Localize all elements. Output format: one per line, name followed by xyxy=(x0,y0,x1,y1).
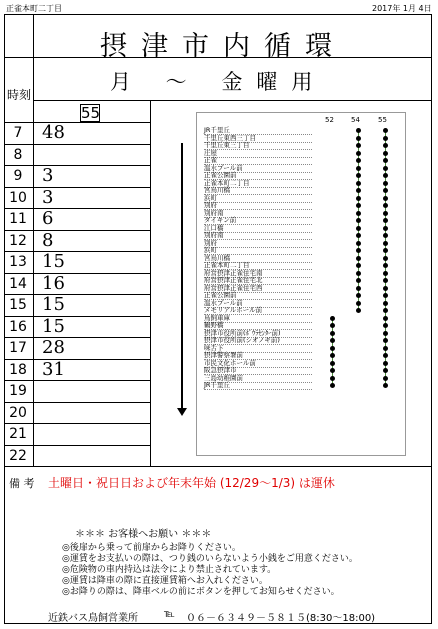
stop-dot xyxy=(383,293,388,298)
stop-dot xyxy=(383,308,388,313)
stop-dot xyxy=(330,346,335,351)
minutes-label: 3 xyxy=(42,186,54,208)
bus-stop-name: 別府南 xyxy=(204,231,224,239)
stop-dot xyxy=(356,233,361,238)
stop-dot xyxy=(383,181,388,186)
hour-label: 15 xyxy=(9,297,27,313)
remarks-label: 備 考 xyxy=(9,477,35,490)
stop-dot xyxy=(383,218,388,223)
stop-dot xyxy=(356,143,361,148)
stop-dot xyxy=(383,158,388,163)
stop-dot xyxy=(383,301,388,306)
hour-label: 21 xyxy=(9,426,27,442)
stop-dot xyxy=(356,293,361,298)
stop-dot xyxy=(330,368,335,373)
stop-dot xyxy=(356,218,361,223)
hour-label: 20 xyxy=(9,404,27,421)
minutes-label: 15 xyxy=(42,315,65,337)
minutes-label: 16 xyxy=(42,272,65,294)
hour-label: 10 xyxy=(9,189,27,206)
bus-stop-name: 宮鳥川橋 xyxy=(204,253,230,262)
stop-dot xyxy=(383,323,388,328)
stop-dot xyxy=(356,128,361,133)
stop-dot xyxy=(383,226,388,231)
hour-label: 19 xyxy=(9,383,27,399)
bus-stop-name: 正雀 xyxy=(204,156,217,164)
route-number-label: 55 xyxy=(378,116,387,124)
bus-stop-name: ダイキン前 xyxy=(204,216,237,224)
remarks-text: 土曜日・祝日日および年末年始 (12/29～1/3) は運休 xyxy=(48,476,335,490)
stop-dot xyxy=(383,263,388,268)
bus-stop-name: 正雀本町二丁目 xyxy=(204,261,250,269)
minutes-label: 28 xyxy=(42,337,65,358)
stop-dot xyxy=(356,181,361,186)
request-item: ◎危険物の車内持込は法令により禁止されています。 xyxy=(62,565,277,575)
request-item: ◎運賃は降車の際に直接運賃箱へお入れください。 xyxy=(62,576,268,586)
stop-dot xyxy=(330,353,335,358)
hour-label: 22 xyxy=(9,447,27,464)
stop-dot xyxy=(383,151,388,156)
time-label: 時刻 xyxy=(7,88,32,102)
bus-stop-name: 市民文化ホール前 xyxy=(204,358,256,367)
route-number-box: 55 xyxy=(81,104,101,122)
bus-stop-name: 正雀本町二丁目 xyxy=(204,178,250,187)
minutes-label: 15 xyxy=(42,251,65,272)
bus-stop-name: 庄屋 xyxy=(204,148,217,157)
stop-dot xyxy=(356,158,361,163)
hour-label: 12 xyxy=(9,232,27,249)
stop-dot xyxy=(383,136,388,141)
bus-stop-name: 別府 xyxy=(204,201,217,209)
stop-dot xyxy=(356,226,361,231)
footer-tel: ０６－６３４９－５８１５(8:30～18:00) xyxy=(186,613,376,624)
hour-label: 17 xyxy=(9,340,27,356)
request-item: ◎後扉から乗って前扉からお降りください。 xyxy=(62,543,241,553)
minutes-label: 31 xyxy=(42,358,65,380)
hour-label: 18 xyxy=(9,361,27,378)
stop-dot xyxy=(356,256,361,261)
page-title: 摂津市内循環 xyxy=(100,31,346,62)
bus-stop-name: JR千里丘 xyxy=(204,126,230,134)
bus-stop-name: 正雀公園前 xyxy=(204,291,237,299)
arrow-head xyxy=(177,408,187,416)
stop-dot xyxy=(383,196,388,201)
stop-dot xyxy=(383,368,388,373)
stop-dot xyxy=(383,338,388,343)
bus-stop-name: JR千里丘 xyxy=(204,381,230,389)
stop-dot xyxy=(330,331,335,336)
stop-dot xyxy=(383,173,388,178)
bus-stop-name: 摂津警察署前 xyxy=(204,351,243,359)
bus-stop-name: 府営摂津正雀住宅南 xyxy=(204,268,263,277)
stop-dot xyxy=(383,271,388,276)
footer-tel-label: ℡ xyxy=(164,609,175,620)
stop-dot xyxy=(356,263,361,268)
stop-dot xyxy=(356,173,361,178)
stop-dot xyxy=(356,166,361,171)
bus-stop-name: 江口橋 xyxy=(204,223,224,232)
stop-dot xyxy=(383,286,388,291)
stop-dot xyxy=(356,151,361,156)
bus-stop-name: 別府南 xyxy=(204,208,224,217)
minutes-label: 6 xyxy=(42,208,54,229)
bus-stop-name: 温水プール前 xyxy=(204,298,243,307)
stop-dot xyxy=(330,316,335,321)
footer-office: 近鉄バス鳥飼営業所 xyxy=(48,613,138,624)
minutes-label: 3 xyxy=(42,165,54,186)
stop-dot xyxy=(356,286,361,291)
stop-dot xyxy=(383,248,388,253)
stop-dot xyxy=(356,248,361,253)
hour-label: 9 xyxy=(13,168,23,184)
bus-stop-name: 摂津市役所前(ﾎﾞｳﾗｾﾝﾀｰ前) xyxy=(204,328,281,337)
stop-dot xyxy=(383,376,388,381)
bus-stop-name: 三島幼稚園前 xyxy=(204,373,243,382)
bus-stop-name: 府営摂津正雀住宅西 xyxy=(204,283,263,292)
stop-dot xyxy=(356,211,361,216)
bus-stop-name: 味舌下 xyxy=(204,343,224,352)
header-date: 2017年 1月 4日 xyxy=(372,4,432,13)
day-type: 月 ～ 金曜用 xyxy=(110,70,327,94)
stop-dot xyxy=(383,203,388,208)
stop-dot xyxy=(330,338,335,343)
bus-stop-name: 千里丘東西三丁目 xyxy=(204,133,256,142)
bus-stop-name: 摂津市役所前(シオノギ前) xyxy=(204,336,280,344)
stop-dot xyxy=(356,301,361,306)
direction-arrow-icon xyxy=(181,143,183,413)
stop-dot xyxy=(383,188,388,193)
stop-dot xyxy=(330,361,335,366)
bus-stop-name: 別府 xyxy=(204,238,217,247)
bus-stop-name: 鳥飼車庫 xyxy=(204,313,230,322)
hour-label: 14 xyxy=(9,275,27,292)
stop-dot xyxy=(383,316,388,321)
stop-dot xyxy=(356,271,361,276)
stop-dot xyxy=(383,166,388,171)
stop-dot xyxy=(356,188,361,193)
hour-label: 7 xyxy=(13,125,23,141)
stop-dot xyxy=(330,383,335,388)
stop-dot xyxy=(330,323,335,328)
bus-stop-name: 正雀公園前 xyxy=(204,171,237,179)
bus-stop-name: 鶴野橋 xyxy=(204,321,224,329)
bus-stop-name: 温水プール前 xyxy=(204,163,243,172)
stop-dot xyxy=(383,241,388,246)
bus-stop-name: 阪急摂津市 xyxy=(204,366,237,374)
route-number-label: 54 xyxy=(351,116,360,124)
stop-dot xyxy=(383,211,388,216)
stop-dot xyxy=(383,331,388,336)
stop-dot xyxy=(383,143,388,148)
hour-label: 8 xyxy=(13,146,23,163)
minutes-label: 48 xyxy=(42,122,65,143)
bus-stop-name: 千里丘東三丁目 xyxy=(204,141,250,149)
bus-stop-name: 浜町 xyxy=(204,193,217,202)
stop-dot xyxy=(356,196,361,201)
requests-title: ＊＊＊ お客様へお願い ＊＊＊ xyxy=(75,529,212,540)
stop-dot xyxy=(356,241,361,246)
header-location: 正雀本町二丁目 xyxy=(6,4,62,13)
stop-dot xyxy=(383,353,388,358)
stop-dot xyxy=(356,278,361,283)
bus-stop-name: 宮鳥川橋 xyxy=(204,186,230,194)
stop-dot xyxy=(356,136,361,141)
stop-dot xyxy=(383,361,388,366)
stop-dot xyxy=(356,308,361,313)
request-item: ◎運賃をお支払いの際は、つり銭のいらないよう小銭をご用意ください。 xyxy=(62,554,358,564)
stop-dot xyxy=(356,203,361,208)
minutes-label: 8 xyxy=(42,229,54,251)
minutes-label: 15 xyxy=(42,294,65,315)
stop-dot xyxy=(383,278,388,283)
request-item: ◎お降りの際は、降車ベルの前にボタンを押してお知らせください。 xyxy=(62,587,340,597)
bus-stop-name: 浜町 xyxy=(204,246,217,254)
stop-dot xyxy=(383,256,388,261)
stop-dot xyxy=(330,376,335,381)
hour-label: 13 xyxy=(9,254,27,270)
stop-dot xyxy=(383,233,388,238)
stop-dot xyxy=(383,346,388,351)
bus-stop-name: メモリアルホール前 xyxy=(204,306,263,314)
stop-dot xyxy=(383,383,388,388)
route-number-label: 52 xyxy=(325,116,334,124)
stop-dot xyxy=(383,128,388,133)
hour-label: 16 xyxy=(9,318,27,335)
bus-stop-name: 府営摂津正雀住宅北 xyxy=(204,276,263,284)
hour-label: 11 xyxy=(9,211,27,227)
